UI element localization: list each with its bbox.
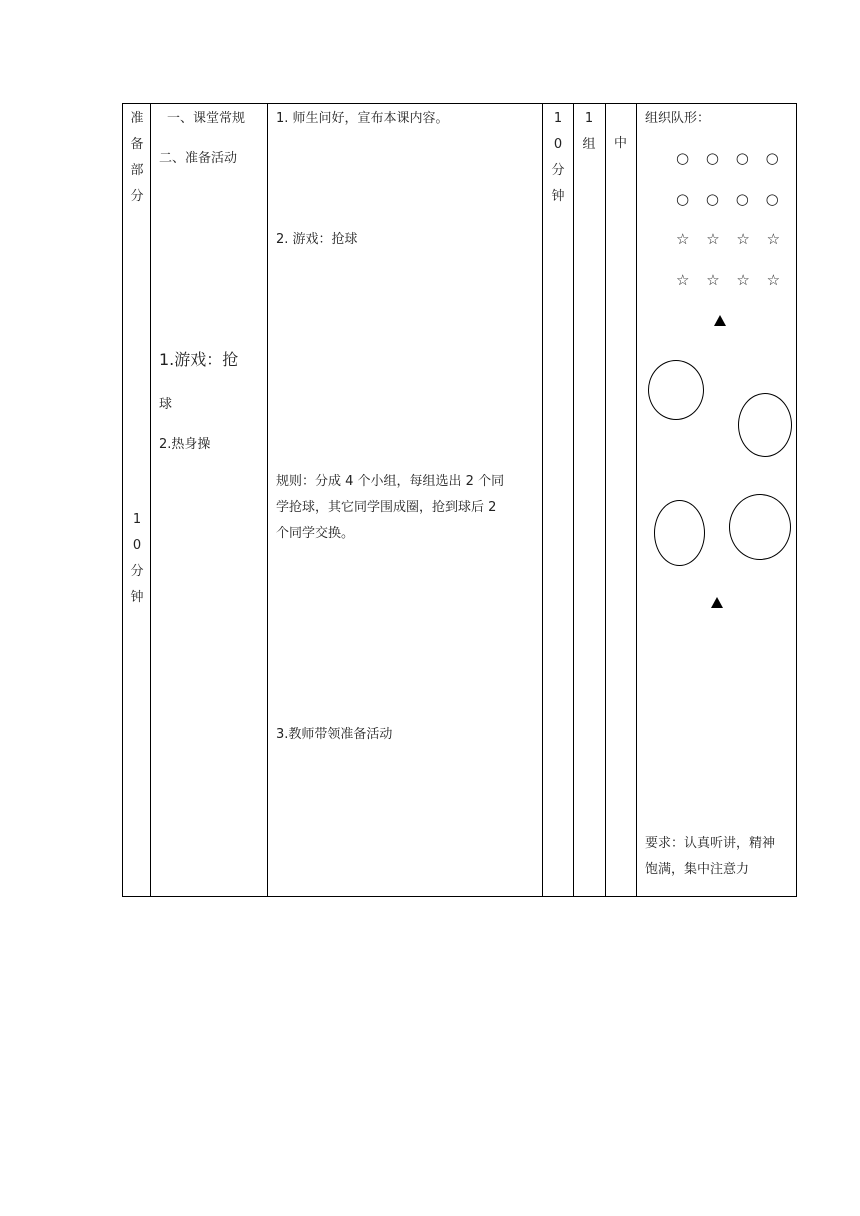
- content-item-prep: 二、准备活动: [159, 151, 238, 166]
- column-divider: [573, 104, 574, 896]
- teacher-triangle-icon: [711, 597, 723, 608]
- intensity-label: 中: [614, 136, 628, 151]
- content-item-routine: 一、课堂常规: [167, 111, 246, 126]
- step-time: 1 0 分 钟: [551, 111, 565, 204]
- column-divider: [267, 104, 268, 896]
- rules-line-3: 个同学交换。: [276, 526, 355, 541]
- formation-circles-row: ○ ○ ○ ○: [676, 149, 785, 167]
- rules-line-1: 规则：分成 4 个小组，每组选出 2 个同: [276, 474, 505, 489]
- formation-title: 组织队形：: [645, 111, 711, 126]
- rules-line-2: 学抢球，其它同学围成圈，抢到球后 2: [276, 500, 497, 515]
- column-divider: [542, 104, 543, 896]
- group-ellipse-icon: [738, 393, 792, 457]
- group-ellipse-icon: [648, 360, 704, 420]
- group-count: 1 组: [582, 111, 596, 152]
- step-game: 2. 游戏：抢球: [276, 232, 358, 247]
- step-warmup: 3.教师带领准备活动: [276, 727, 393, 742]
- column-divider: [636, 104, 637, 896]
- requirement-line-1: 要求：认真听讲，精神: [645, 836, 776, 851]
- formation-stars-row: ☆ ☆ ☆ ☆: [676, 271, 787, 289]
- section-time: 1 0 分 钟: [130, 512, 144, 605]
- content-warmup: 2.热身操: [159, 437, 211, 452]
- lesson-plan-table: [122, 103, 797, 897]
- column-divider: [605, 104, 606, 896]
- formation-circles-row: ○ ○ ○ ○: [676, 190, 785, 208]
- content-game-title: 1.游戏：抢: [159, 350, 239, 369]
- teacher-triangle-icon: [714, 315, 726, 326]
- step-greeting: 1. 师生问好，宣布本课内容。: [276, 111, 449, 126]
- content-game-title-cont: 球: [159, 397, 173, 412]
- formation-stars-row: ☆ ☆ ☆ ☆: [676, 230, 787, 248]
- group-ellipse-icon: [729, 494, 791, 560]
- requirement-line-2: 饱满，集中注意力: [645, 862, 750, 877]
- column-divider: [150, 104, 151, 896]
- section-label: 准 备 部 分: [130, 111, 144, 204]
- group-ellipse-icon: [654, 500, 705, 566]
